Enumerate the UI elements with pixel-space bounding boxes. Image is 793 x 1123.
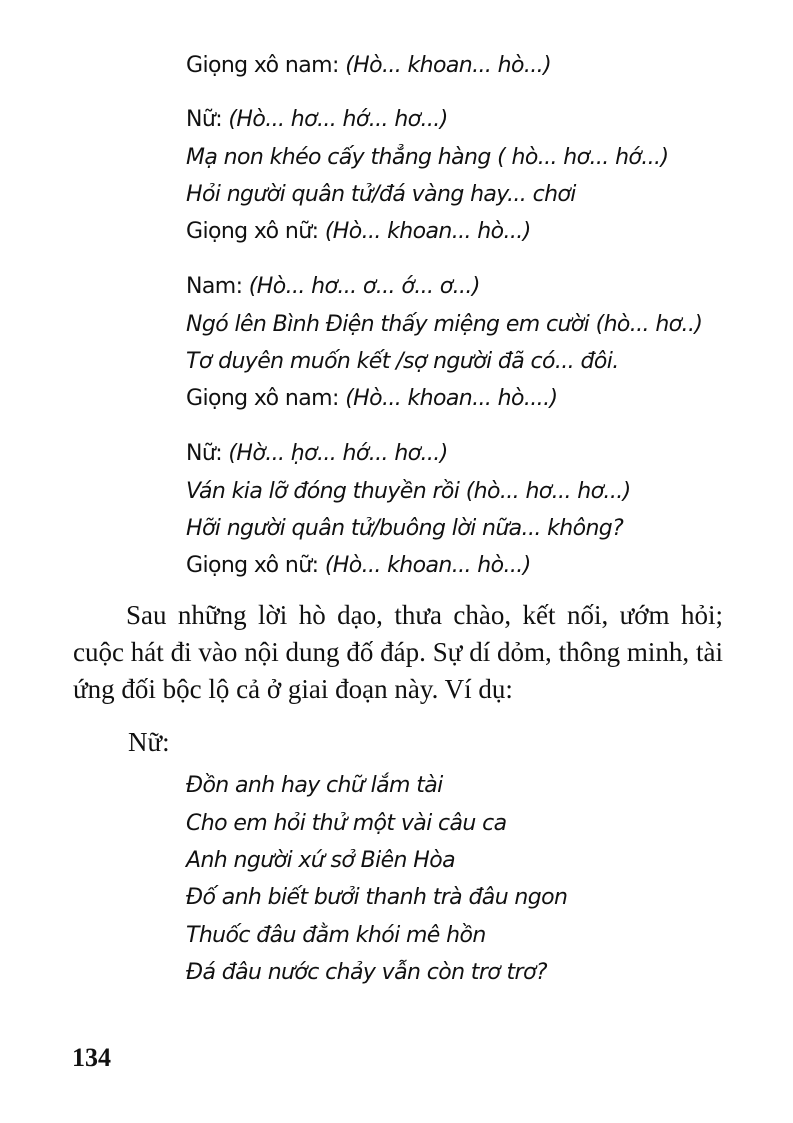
- verse-text: Hỏi người quân tử/đá vàng hay... chơi: [186, 182, 576, 207]
- verse-text: (Hờ... ḥơ... hớ... hơ...): [228, 441, 448, 466]
- verse-line: [186, 311, 702, 339]
- poem-line: Đố anh biết bưởi thanh trà đâu ngon: [186, 885, 568, 910]
- verse-line: [186, 385, 557, 413]
- poem-line: Cho em hỏi thử một vài câu ca: [186, 811, 507, 836]
- verse-line: [186, 478, 631, 506]
- speaker-heading: Nữ:: [128, 727, 170, 757]
- speaker-label: Nam:: [186, 274, 249, 299]
- body-paragraph: [73, 597, 723, 708]
- verse-text: Tơ duyên muốn kết /sợ người đã có... đôi.: [186, 349, 619, 374]
- poem-line: Đá đâu nước chảy vẫn còn trơ trơ?: [186, 960, 547, 985]
- verse-line: [186, 515, 623, 543]
- verse-line: [186, 273, 480, 301]
- paragraph-text: Sau những lời hò dạo, thưa chào, kết nối, ướm hỏi; cuộc hát đi vào nội dung đố đáp. Sự dí dỏm, thông minh, tài ứng đối bộc lộ cả ở giai đoạn này. Ví dụ:: [73, 600, 723, 704]
- speaker-label: Giọng xô nam:: [186, 386, 346, 411]
- verse-text: (Hò... hơ... ơ... ớ... ơ...): [248, 274, 480, 299]
- verse-line: [186, 52, 551, 80]
- verse-text: Hỡi người quân tử/buông lời nữa... không?: [186, 516, 624, 541]
- verse-text: Ván kia lỡ đóng thuyền rồi (hò... hơ... hơ...): [186, 479, 631, 504]
- verse-text: (Hò... khoan... hò....): [345, 386, 558, 411]
- verse-text: Mạ non khéo cấy thẳng hàng ( hò... hơ... hớ...): [186, 145, 669, 170]
- verse-line: [186, 106, 448, 134]
- verse-text: (Hò... khoan... hò...): [345, 53, 552, 78]
- verse-text: Ngó lên Bình Điện thấy miệng em cười (hò... hơ..): [186, 312, 703, 337]
- speaker-label: Giọng xô nam:: [186, 53, 346, 78]
- verse-text: (Hò... khoan... hò...): [324, 553, 531, 578]
- verse-text: (Hò... hơ... hớ... hơ...): [228, 107, 448, 132]
- page-number: 134: [72, 1043, 111, 1072]
- poem-line: Thuốc đâu đằm khói mê hồn: [186, 923, 486, 948]
- speaker-label: Giọng xô nữ:: [186, 553, 325, 578]
- verse-line: [186, 348, 619, 376]
- verse-line: [186, 144, 668, 172]
- speaker-label: Nữ:: [186, 441, 229, 466]
- verse-line: [186, 181, 576, 209]
- poem-line: Đồn anh hay chữ lắm tài: [186, 773, 443, 798]
- poem-line: Anh người xứ sở Biên Hòa: [186, 848, 455, 873]
- speaker-label: Giọng xô nữ:: [186, 219, 325, 244]
- verse-line: [186, 218, 531, 246]
- speaker-label: Nữ:: [186, 107, 229, 132]
- verse-line: [186, 440, 448, 468]
- verse-line: [186, 552, 531, 580]
- verse-text: (Hò... khoan... hò...): [324, 219, 531, 244]
